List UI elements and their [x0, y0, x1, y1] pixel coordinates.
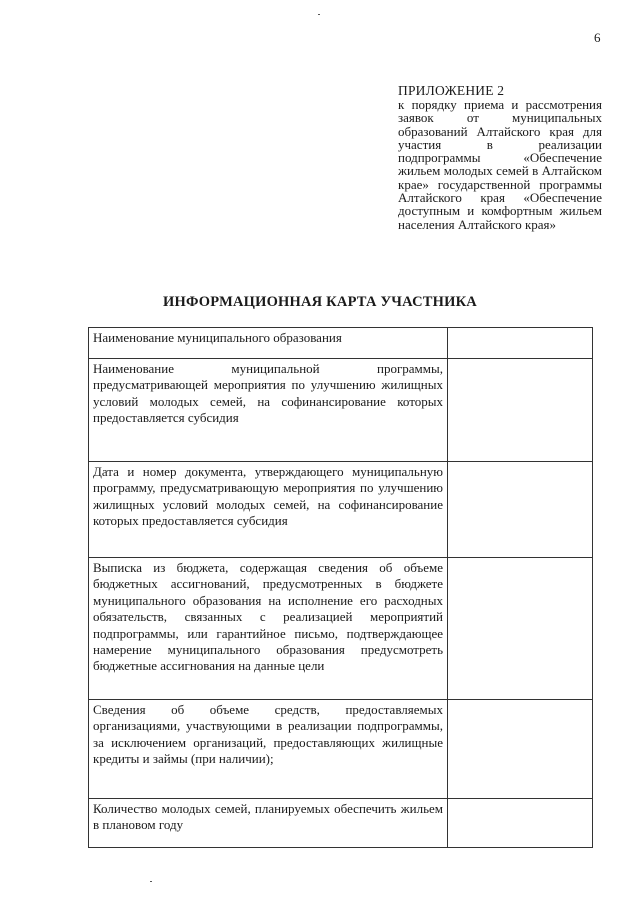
participant-info-table [88, 327, 593, 848]
table-row [89, 328, 593, 359]
appendix-title: ПРИЛОЖЕНИЕ 2 [398, 83, 505, 98]
appendix-text: к порядку приема и рассмотрения заявок от муниципальных образований Алтайского края для участия в реализации подпрограммы «Обеспечение жильем молодых семей в Алтайском крае» государственной программы Алтайского края «Обеспечение доступным и комфортным жильем населения Алтайского края» [398, 97, 602, 232]
row-label: Наименование муниципальной программы, предусматривающей мероприятия по улучшению жилищных условий молодых семей, на софинансирование которых предоставляется субсидия [89, 359, 448, 462]
row-label: Наименование муниципального образования [89, 328, 448, 359]
row-value-field[interactable] [448, 328, 593, 359]
row-label: Выписка из бюджета, содержащая сведения об объеме бюджетных ассигнований, предусмотренных в бюджете муниципального образования на исполнение его расходных обязательств, связанных с реализацией мероприятий подпрограммы, или гарантийное письмо, подтверждающее намерение муниципального образования предусмотреть бюджетные ассигнования на данные цели [89, 558, 448, 700]
card-title: ИНФОРМАЦИОННАЯ КАРТА УЧАСТНИКА [163, 294, 477, 310]
table-row [89, 462, 593, 558]
table-row [89, 558, 593, 700]
scan-speck [318, 14, 320, 15]
appendix-block [398, 83, 602, 231]
row-value-field[interactable] [448, 558, 593, 700]
scan-speck [150, 881, 152, 882]
row-label: Дата и номер документа, утверждающего муниципальную программу, предусматривающую мероприятия по улучшению жилищных условий молодых семей, на софинансирование которых предоставляется субсидия [89, 462, 448, 558]
table-row [89, 359, 593, 462]
table-row [89, 700, 593, 799]
row-value-field[interactable] [448, 462, 593, 558]
row-label: Сведения об объеме средств, предоставляемых организациями, участвующими в реализации подпрограммы, за исключением организаций, предоставляющих жилищные кредиты и займы (при наличии); [89, 700, 448, 799]
row-value-field[interactable] [448, 359, 593, 462]
row-value-field[interactable] [448, 700, 593, 799]
page-number: 6 [594, 30, 601, 45]
row-value-field[interactable] [448, 799, 593, 848]
table-row [89, 799, 593, 848]
row-label: Количество молодых семей, планируемых обеспечить жильем в плановом году [89, 799, 448, 848]
